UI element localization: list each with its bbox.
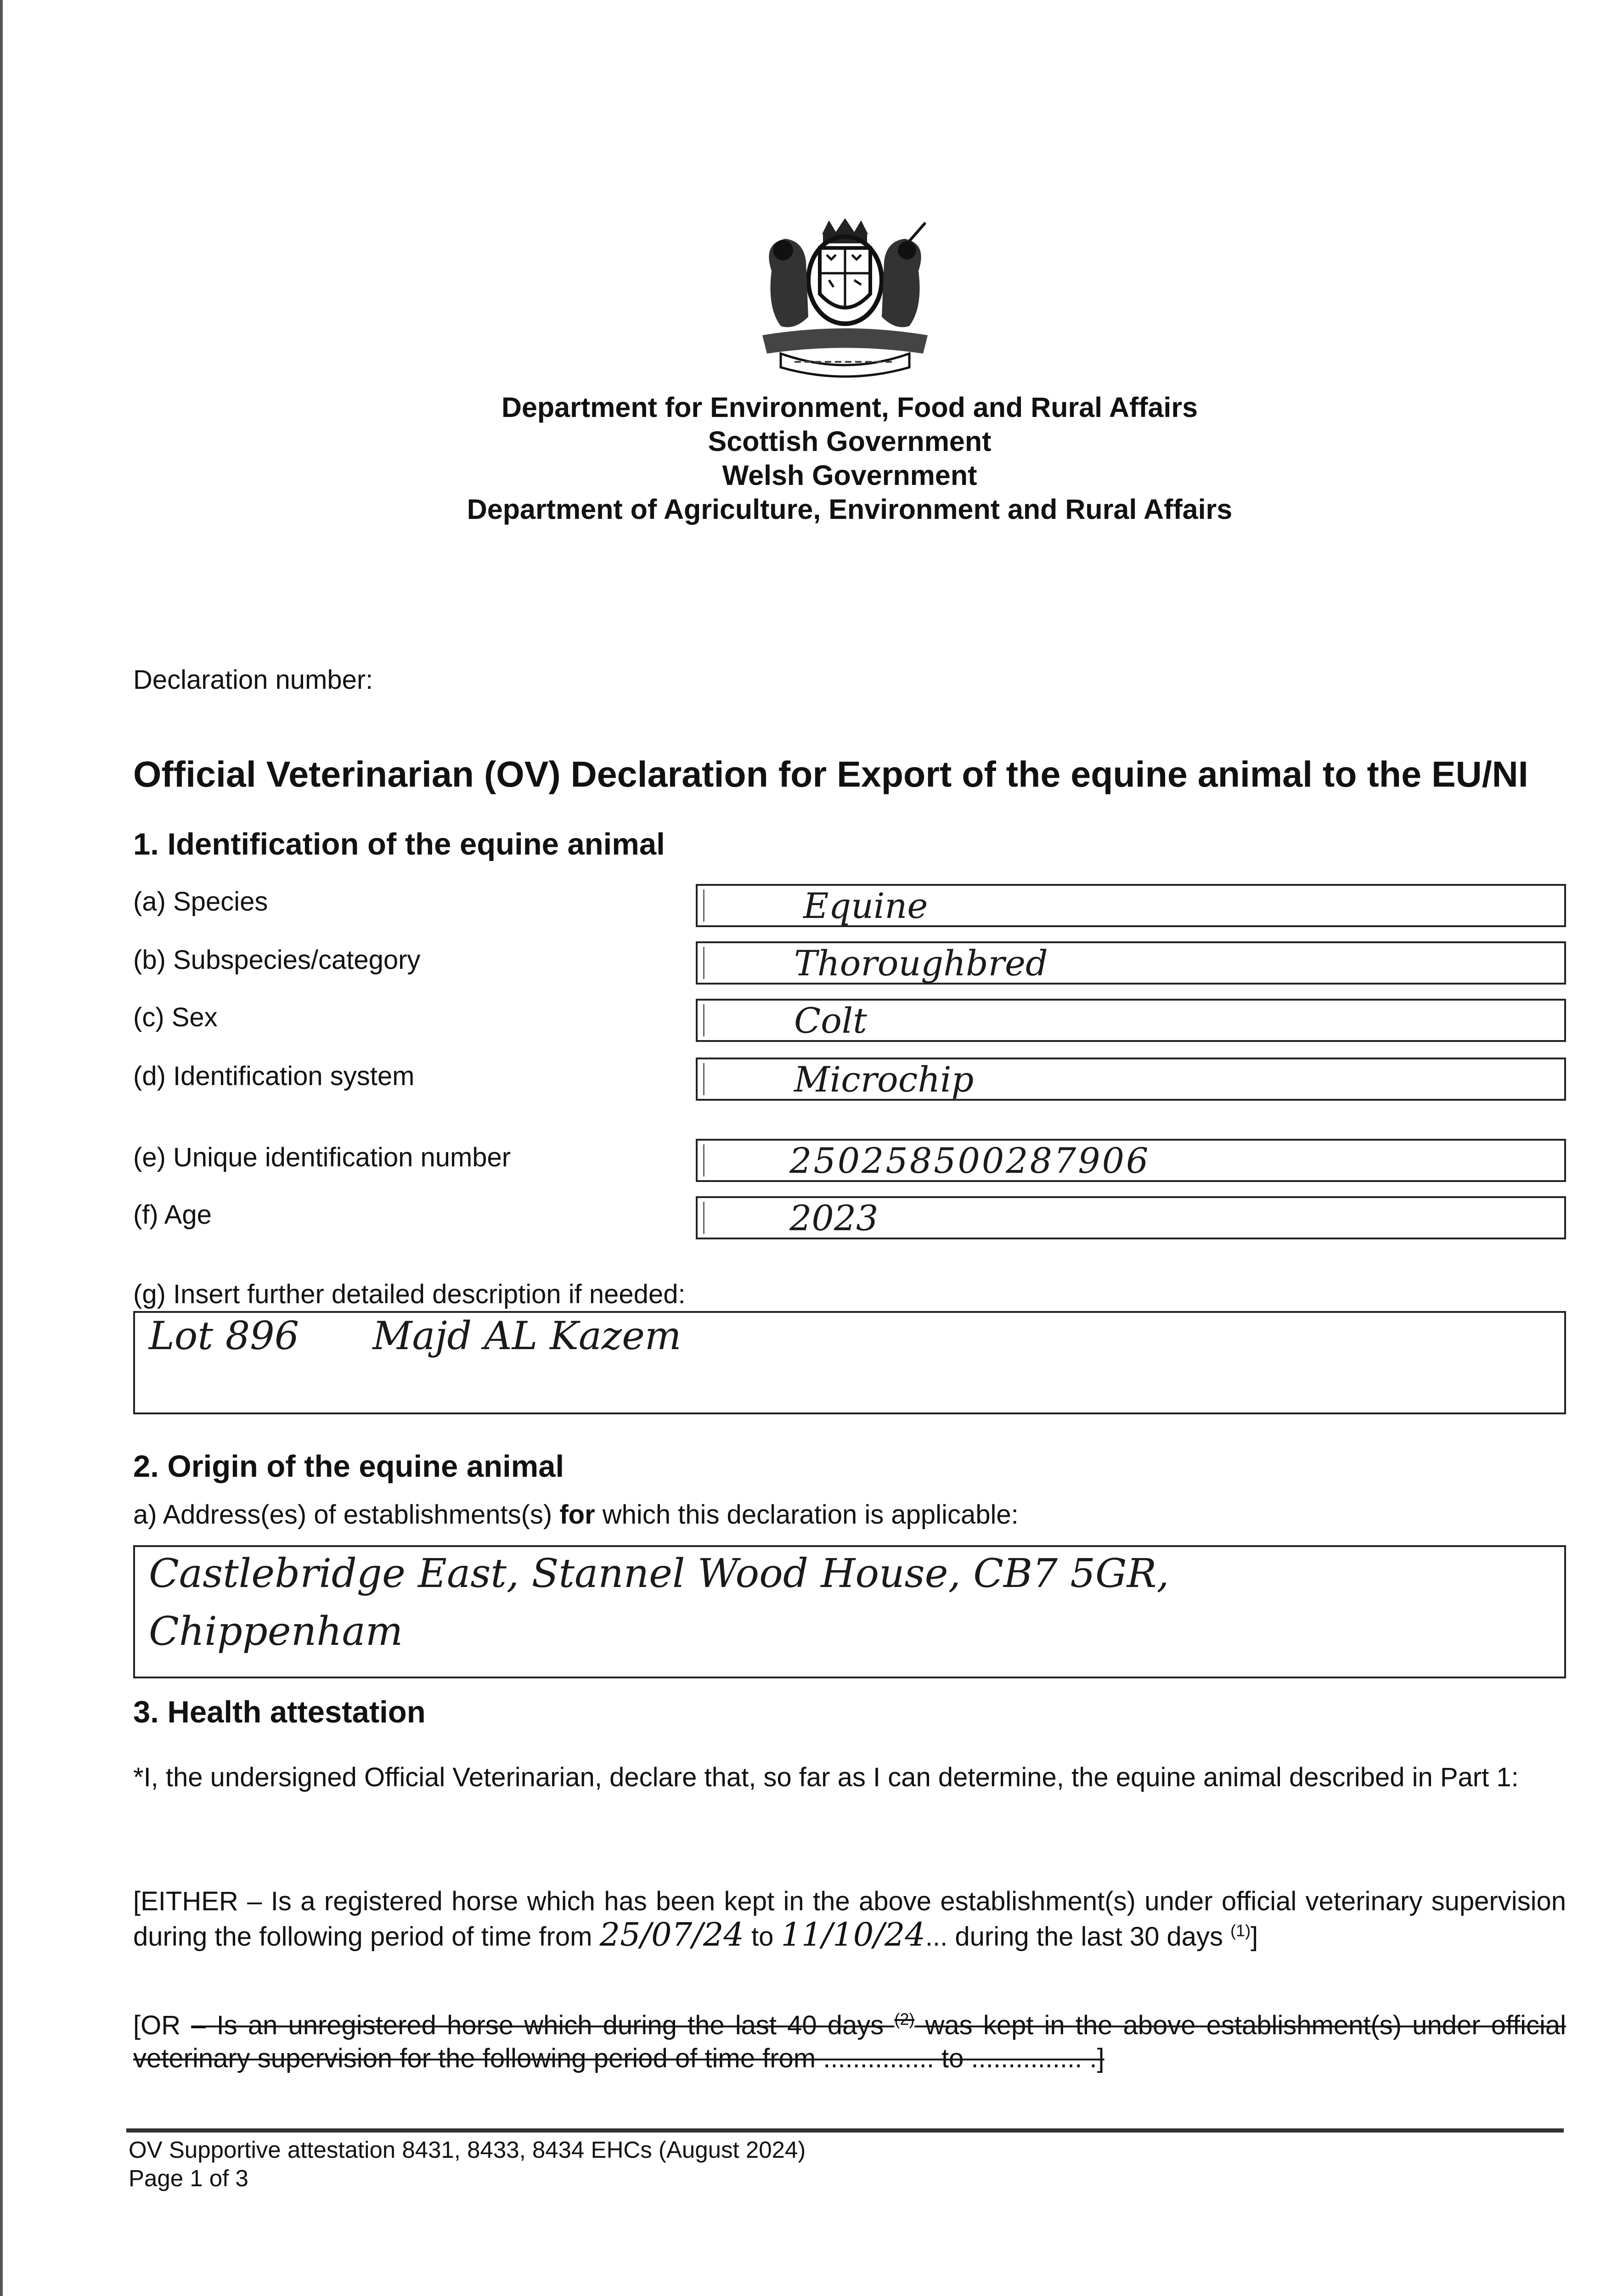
period-from-value: 25/07/24 (599, 1916, 744, 1953)
footer-reference: OV Supportive attestation 8431, 8433, 8434 EHCs (August 2024) (129, 2137, 806, 2163)
description-label: (g) Insert further detailed description if needed: (133, 1279, 686, 1309)
address-line-1: Castlebridge East, Stannel Wood House, CB7 5GR, (149, 1551, 1169, 1597)
age-label: (f) Age (133, 1200, 212, 1230)
or-clause-struck: [OR – Is an unregistered horse which during the last 40 days $^{(2)}$ was kept in the above establishment(s) under official veterinary supervision for the following period of time from ............... to ............... .] (133, 2009, 1566, 2073)
description-field[interactable] (133, 1311, 1566, 1414)
section-1-heading: 1. Identification of the equine animal (133, 827, 665, 861)
subspecies-label: (b) Subspecies/category (133, 945, 421, 975)
section-3-heading: 3. Health attestation (133, 1695, 426, 1729)
species-label: (a) Species (133, 887, 268, 917)
address-line-2: Chippenham (149, 1609, 403, 1654)
attestation-intro: *I, the undersigned Official Veterinarian, declare that, so far as I can determine, the equine animal described in Part 1: (133, 1762, 1519, 1792)
royal-coat-of-arms-icon (744, 216, 946, 381)
page-title: Official Veterinarian (OV) Declaration for Export of the equine animal to the EU/NI (133, 754, 1528, 794)
age-value: 2023 (789, 1198, 879, 1238)
department-name: Department of Agriculture, Environment and Rural Affairs (467, 494, 1233, 525)
department-name: Department for Environment, Food and Rural Affairs (501, 392, 1198, 423)
sex-label: (c) Sex (133, 1002, 218, 1032)
department-header (367, 390, 1332, 526)
species-field[interactable] (696, 884, 1566, 927)
uid-field[interactable] (696, 1139, 1566, 1182)
sex-field[interactable] (696, 999, 1566, 1042)
uid-label: (e) Unique identification number (133, 1142, 511, 1172)
identification-system-field[interactable] (696, 1058, 1566, 1101)
sex-value: Colt (794, 1000, 867, 1041)
either-clause: [EITHER – Is a registered horse which has been kept in the above establishment(s) under official veterinary supervision during the following period of time from 25/07/24 to 11/10/24... during the last 30 days $^{(1)}$] (133, 1886, 1566, 1953)
page-left-edge (0, 0, 3, 2296)
department-name: Scottish Government (708, 426, 992, 457)
description-value: Lot 896 Majd AL Kazem (149, 1313, 682, 1358)
identification-system-value: Microchip (794, 1059, 974, 1100)
subspecies-value: Thoroughbred (794, 943, 1048, 984)
footer-divider (126, 2128, 1564, 2133)
species-value: Equine (803, 885, 928, 926)
age-field[interactable] (696, 1196, 1566, 1239)
section-2-heading: 2. Origin of the equine animal (133, 1449, 564, 1484)
address-field[interactable] (133, 1545, 1566, 1678)
declaration-number-label: Declaration number: (133, 665, 373, 695)
address-label: a) Address(es) of establishments(s) for which this declaration is applicable: (133, 1500, 1019, 1530)
identification-system-label: (d) Identification system (133, 1061, 415, 1091)
subspecies-field[interactable] (696, 941, 1566, 985)
uid-value: 250258500287906 (789, 1140, 1150, 1181)
period-to-value: 11/10/24 (781, 1916, 925, 1953)
department-name: Welsh Government (722, 460, 977, 491)
page-number: Page 1 of 3 (129, 2165, 248, 2191)
